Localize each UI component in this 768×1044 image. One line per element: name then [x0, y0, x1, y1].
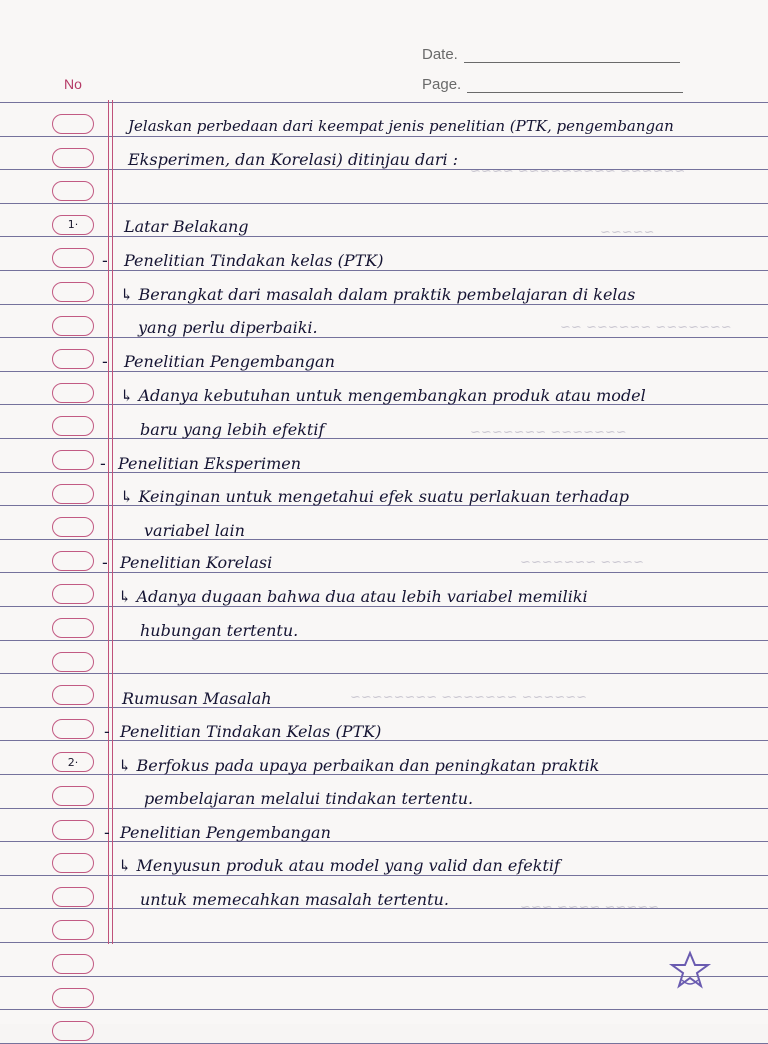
row-number-bubble: [52, 988, 94, 1008]
ruled-line: [0, 203, 768, 204]
date-label: Date.: [422, 46, 458, 63]
page-label: Page.: [422, 76, 462, 93]
bullet-dash: -: [104, 722, 110, 741]
date-blank: [464, 62, 680, 63]
bullet-dash: -: [100, 454, 106, 473]
row-number-bubble: [52, 652, 94, 672]
section-1-title: Latar Belakang: [124, 217, 249, 236]
row-number-bubble: [52, 719, 94, 739]
bullet-dash: -: [102, 251, 108, 270]
row-number-bubble: [52, 786, 94, 806]
row-number-bubble: [52, 316, 94, 336]
s2-peng-heading: Penelitian Pengembangan: [120, 823, 331, 842]
s1-kor-detail-2: hubungan tertentu.: [140, 621, 299, 640]
no-label: No: [64, 76, 82, 92]
row-number-bubble: [52, 551, 94, 571]
bullet-dash: -: [104, 823, 110, 842]
row-number-bubble: 2·: [52, 752, 94, 772]
question-line-1: Jelaskan perbedaan dari keempat jenis penelitian (PTK, pengembangan: [128, 117, 674, 135]
s1-eks-detail-2: variabel lain: [144, 521, 245, 540]
row-number-bubble: [52, 484, 94, 504]
row-number-bubble: [52, 383, 94, 403]
row-number-bubble: [52, 349, 94, 369]
row-number-bubble: [52, 920, 94, 940]
bleed-through-mark: ~~~~~: [600, 225, 655, 240]
row-number-bubble: [52, 148, 94, 168]
bleed-through-mark: ~~~~~~~ ~~~~~~ ~~: [560, 320, 732, 335]
s1-ptk-heading: Penelitian Tindakan kelas (PTK): [124, 251, 384, 270]
s1-peng-detail-1: ↳ Adanya kebutuhan untuk mengembangkan produk atau model: [120, 386, 646, 405]
ruled-line: [0, 640, 768, 641]
ruled-line: [0, 673, 768, 674]
star-stamp-icon: [668, 950, 712, 990]
row-number-bubble: [52, 416, 94, 436]
ruled-line: [0, 438, 768, 439]
date-field: [422, 46, 680, 63]
ruled-line: [0, 539, 768, 540]
row-number-bubble: [52, 584, 94, 604]
row-number-bubble: [52, 887, 94, 907]
bullet-dash: -: [102, 352, 108, 371]
bleed-through-mark: ~~~~ ~~~~~~~: [520, 555, 644, 570]
row-number-bubble: [52, 820, 94, 840]
s2-peng-detail-2: untuk memecahkan masalah tertentu.: [140, 890, 449, 909]
row-number-bubble: [52, 282, 94, 302]
ruled-line: [0, 841, 768, 842]
ruled-line: [0, 371, 768, 372]
row-number-bubble: [52, 853, 94, 873]
row-number-bubble: 1·: [52, 215, 94, 235]
s1-kor-detail-1: ↳ Adanya dugaan bahwa dua atau lebih variabel memiliki: [118, 587, 588, 606]
s1-ptk-detail-1: ↳ Berangkat dari masalah dalam praktik pembelajaran di kelas: [120, 285, 636, 304]
bleed-through-mark: ~~~~~~~ ~~~~~~~: [470, 425, 627, 440]
margin-line-right: [112, 100, 113, 944]
s1-peng-heading: Penelitian Pengembangan: [124, 352, 335, 371]
s1-eks-detail-1: ↳ Keinginan untuk mengetahui efek suatu perlakuan terhadap: [120, 487, 629, 506]
ruled-line: [0, 740, 768, 741]
ruled-line: [0, 1009, 768, 1010]
bleed-through-mark: ~~~~~~ ~~~~~~~ ~~~~~~~~: [350, 690, 588, 705]
ruled-line: [0, 942, 768, 943]
bleed-through-mark: ~~~~~ ~~~~ ~~~: [520, 900, 659, 915]
row-number-bubble: [52, 954, 94, 974]
s1-eks-heading: Penelitian Eksperimen: [118, 454, 302, 473]
ruled-line: [0, 707, 768, 708]
ruled-line: [0, 337, 768, 338]
page-blank: [467, 92, 683, 93]
row-number-bubble: [52, 114, 94, 134]
row-number-bubble: [52, 248, 94, 268]
bleed-through-mark: ~~~~~~ ~~~~~~~~~ ~~~~: [470, 164, 686, 179]
ruled-line: [0, 472, 768, 473]
ruled-line: [0, 102, 768, 103]
s1-ptk-detail-2: yang perlu diperbaiki.: [138, 318, 318, 337]
page-field: [422, 76, 683, 93]
row-number-bubble: [52, 181, 94, 201]
ruled-line: [0, 270, 768, 271]
s2-ptk-detail-2: pembelajaran melalui tindakan tertentu.: [144, 789, 474, 808]
row-number-bubble: [52, 517, 94, 537]
ruled-line: [0, 572, 768, 573]
s1-kor-heading: Penelitian Korelasi: [120, 553, 273, 572]
s2-ptk-heading: Penelitian Tindakan Kelas (PTK): [120, 722, 382, 741]
bullet-dash: -: [102, 553, 108, 572]
margin-line-left: [108, 100, 109, 944]
row-number-bubble: [52, 1021, 94, 1041]
section-2-title: Rumusan Masalah: [122, 689, 272, 708]
row-number-bubble: [52, 450, 94, 470]
ruled-line: [0, 976, 768, 977]
s2-ptk-detail-1: ↳ Berfokus pada upaya perbaikan dan peningkatan praktik: [118, 756, 600, 775]
s2-peng-detail-1: ↳ Menyusun produk atau model yang valid dan efektif: [118, 856, 560, 875]
row-number-bubble: [52, 618, 94, 638]
s1-peng-detail-2: baru yang lebih efektif: [140, 420, 325, 439]
question-line-2: Eksperimen, dan Korelasi) ditinjau dari :: [128, 150, 459, 169]
row-number-bubble: [52, 685, 94, 705]
